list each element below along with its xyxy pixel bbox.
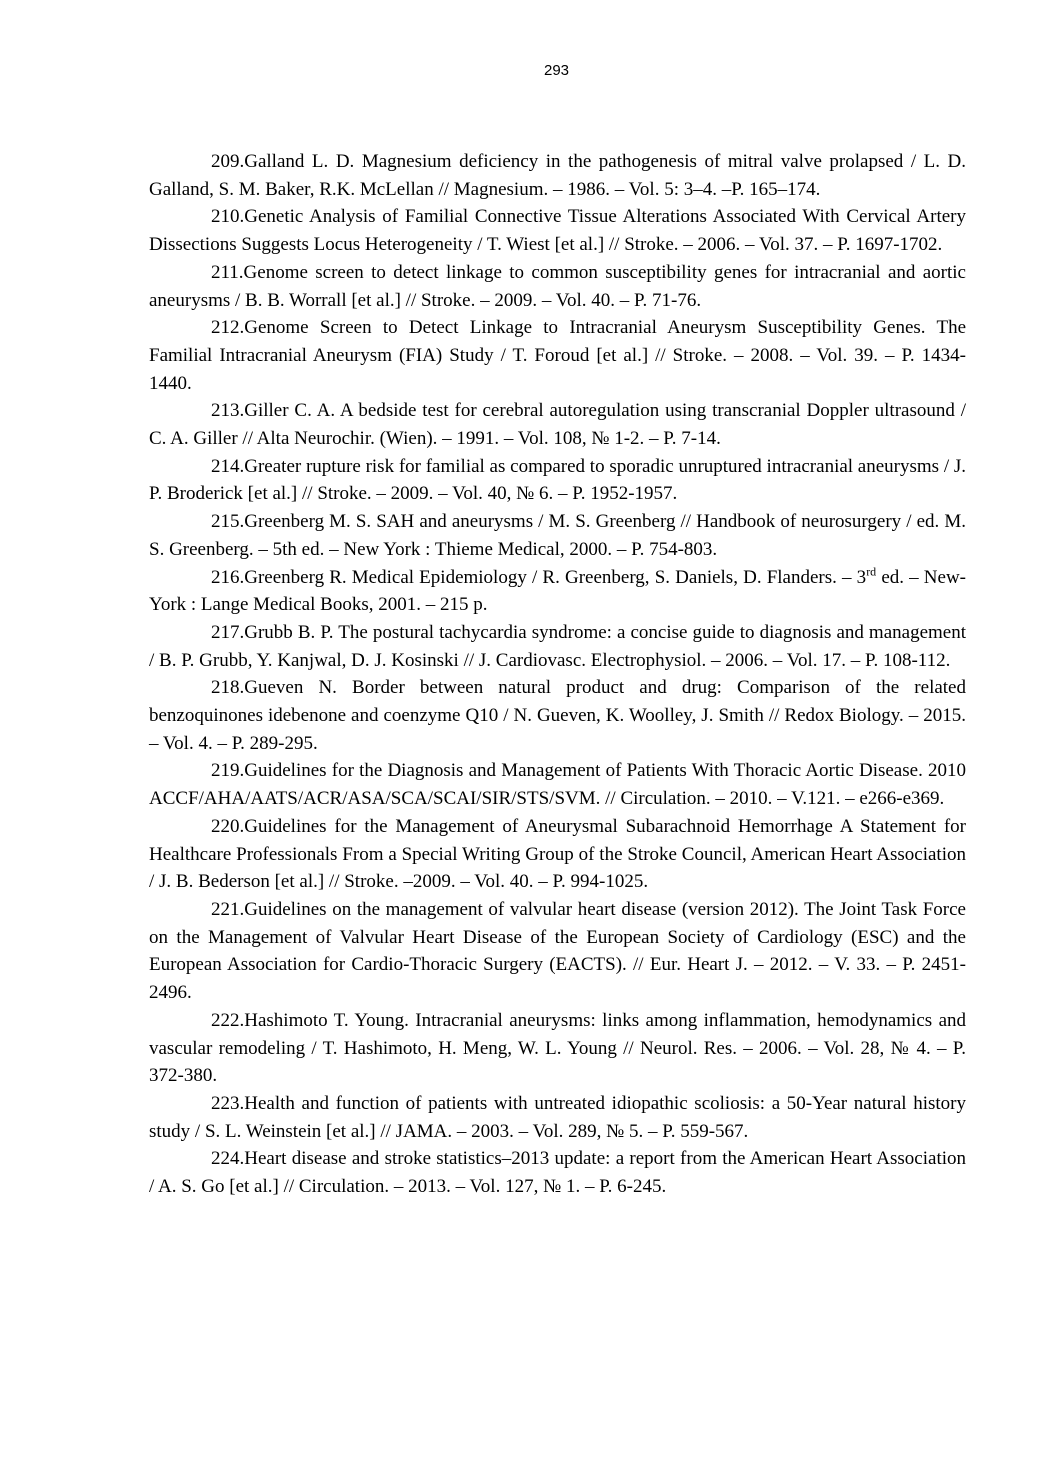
reference-item bbox=[149, 674, 966, 757]
reference-text: 223.Health and function of patients with untreated idiopathic scoliosis: a 50-Year natural history study / S. L. Weinstein [et al.] // JAMA. – 2003. – Vol. 289, № 5. – P. 559-567. bbox=[149, 1092, 966, 1142]
reference-item bbox=[149, 1007, 966, 1090]
reference-text: 217.Grubb B. P. The postural tachycardia syndrome: a concise guide to diagnosis and management / B. P. Grubb, Y. Kanjwal, D. J. Kosinski // J. Cardiovasc. Electrophysiol. – 2006. – Vol. 17. – P. 108-112. bbox=[149, 621, 966, 671]
reference-item bbox=[149, 1090, 966, 1145]
reference-item bbox=[149, 619, 966, 674]
reference-list bbox=[149, 148, 966, 1201]
superscript-ordinal: rd bbox=[866, 564, 877, 579]
reference-text: 209.Galland L. D. Magnesium deficiency in the pathogenesis of mitral valve prolapsed / L. D. Galland, S. M. Baker, R.K. McLellan // Magnesium. – 1986. – Vol. 5: 3–4. –P. 165–174. bbox=[149, 151, 966, 200]
reference-item bbox=[149, 314, 966, 397]
reference-text: 221.Guidelines on the management of valvular heart disease (version 2012). The Joint Task Force on the Management of Valvular Heart Disease of the European Society of Cardiology (ESC) and the European Association for Cardio-Thoracic Surgery (EACTS). // Eur. Heart J. – 2012. – V. 33. – P. 2451-2496. bbox=[149, 898, 966, 1004]
reference-text: 213.Giller C. A. A bedside test for cerebral autoregulation using transcranial Doppler ultrasound / C. A. Giller // Alta Neurochir. (Wien). – 1991. – Vol. 108, № 1-2. – P. 7-14. bbox=[149, 400, 966, 450]
reference-item bbox=[149, 453, 966, 508]
reference-text: 210.Genetic Analysis of Familial Connective Tissue Alterations Associated With Cervical Artery Dissections Suggests Locus Heterogeneity / T. Wiest [et al.] // Stroke. – 2006. – Vol. 37. – P. 1697-1702. bbox=[149, 206, 966, 256]
reference-text: 218.Gueven N. Border between natural product and drug: Comparison of the related benzoquinones idebenone and coenzyme Q10 / N. Gueven, K. Woolley, J. Smith // Redox Biology. – 2015. – Vol. 4. – P. 289-295. bbox=[149, 677, 966, 754]
reference-item bbox=[149, 564, 966, 619]
reference-text-continued: ed. – New-York : Lange Medical Books, 2001. – 215 p. bbox=[149, 566, 967, 616]
reference-text: 214.Greater rupture risk for familial as compared to sporadic unruptured intracranial aneurysms / J. P. Broderick [et al.] // Stroke. – 2009. – Vol. 40, № 6. – P. 1952-1957. bbox=[149, 455, 966, 505]
reference-text: 220.Guidelines for the Management of Aneurysmal Subarachnoid Hemorrhage A Statement for Healthcare Professionals From a Special Writing Group of the Stroke Council, American Heart Association / J. B. Bederson [et al.] // Stroke. –2009. – Vol. 40. – P. 994-1025. bbox=[149, 815, 966, 893]
reference-text: 212.Genome Screen to Detect Linkage to Intracranial Aneurysm Susceptibility Genes. The Familial Intracranial Aneurysm (FIA) Study / T. Foroud [et al.] // Stroke. – 2008. – Vol. 39. – P. 1434-1440. bbox=[149, 317, 966, 394]
reference-item bbox=[149, 757, 966, 812]
reference-text: 224.Heart disease and stroke statistics–2013 update: a report from the American Heart Association / A. S. Go [et al.] // Circulation. – 2013. – Vol. 127, № 1. – P. 6-245. bbox=[149, 1148, 966, 1198]
reference-item bbox=[149, 1145, 966, 1200]
reference-text: 215.Greenberg M. S. SAH and aneurysms / M. S. Greenberg // Handbook of neurosurgery / ed. M. S. Greenberg. – 5th ed. – New York : Thieme Medical, 2000. – P. 754-803. bbox=[149, 511, 966, 560]
reference-text: 216.Greenberg R. Medical Epidemiology / R. Greenberg, S. Daniels, D. Flanders. – 3 bbox=[211, 566, 867, 588]
reference-text: 222.Hashimoto T. Young. Intracranial aneurysms: links among inflammation, hemodynamics and vascular remodeling / T. Hashimoto, H. Meng, W. L. Young // Neurol. Res. – 2006. – Vol. 28, № 4. – P. 372-380. bbox=[149, 1009, 966, 1087]
reference-item bbox=[149, 896, 966, 1007]
reference-text: 219.Guidelines for the Diagnosis and Management of Patients With Thoracic Aortic Disease. 2010 ACCF/AHA/AATS/ACR/ASA/SCA/SCAI/SIR/STS/SVM. // Circulation. – 2010. – V.121. – e266-e369. bbox=[149, 760, 966, 810]
reference-item bbox=[149, 813, 966, 896]
reference-item bbox=[149, 203, 966, 258]
reference-text: 211.Genome screen to detect linkage to common susceptibility genes for intracranial and aortic aneurysms / B. B. Worrall [et al.] // Stroke. – 2009. – Vol. 40. – P. 71-76. bbox=[149, 261, 966, 311]
reference-item bbox=[149, 508, 966, 563]
reference-item bbox=[149, 259, 966, 314]
reference-item bbox=[149, 397, 966, 452]
page-number: 293 bbox=[543, 62, 570, 79]
reference-item bbox=[149, 148, 966, 203]
